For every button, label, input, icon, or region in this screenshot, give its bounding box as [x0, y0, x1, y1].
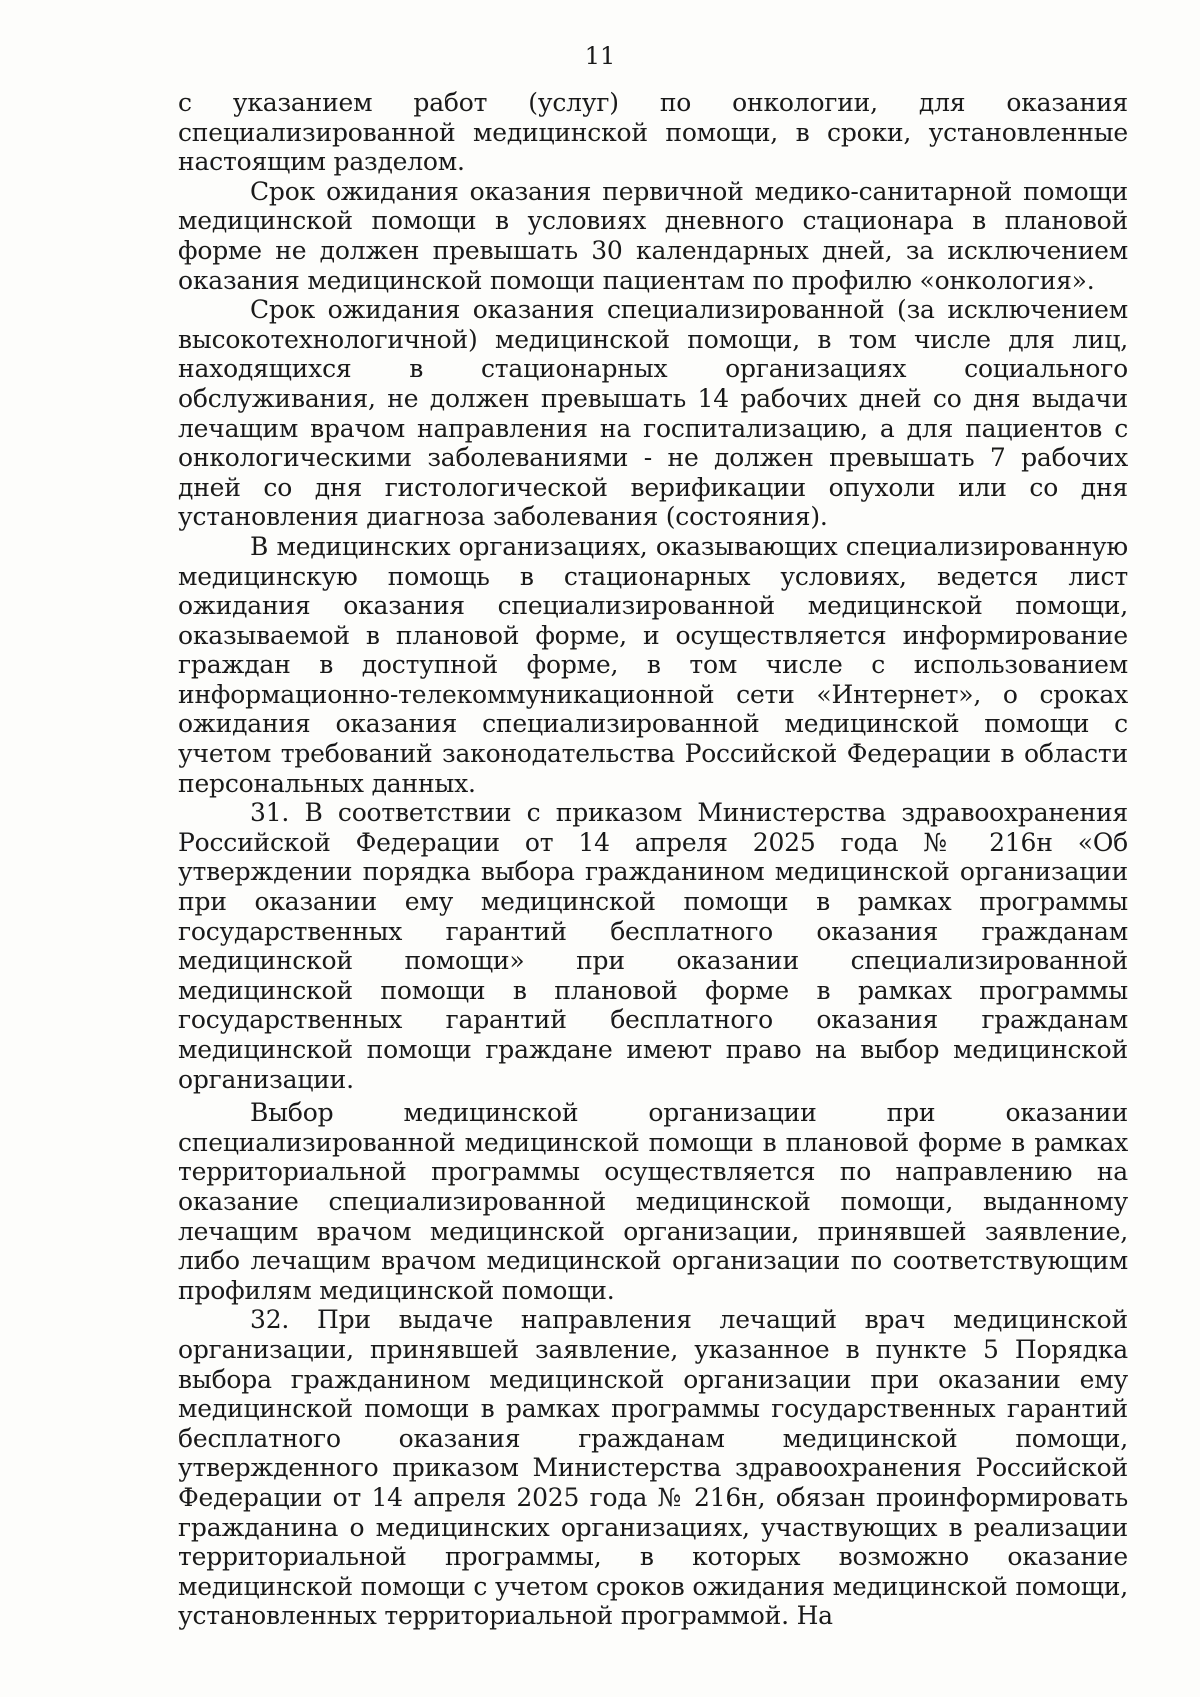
- paragraph-continuation: с указанием работ (услуг) по онкологии, для оказания специализированной медицинской помощи, в сроки, установленные настоящим разделом.: [178, 88, 1128, 177]
- paragraph-specialized-wait: Срок ожидания оказания специализированной (за исключением высокотехнологичной) медицинской помощи, в том числе для лиц, находящихся в стационарных организациях социального обслуживания, не должен превышать 14 рабочих дней со дня выдачи лечащим врачом направления на госпитализацию, а для пациентов с онкологическими заболеваниями - не должен превышать 7 рабочих дней со дня гистологической верификации опухоли или со дня установления диагноза заболевания (состояния).: [178, 295, 1128, 532]
- paragraph-item-32: 32. При выдаче направления лечащий врач медицинской организации, принявшей заявление, указанное в пункте 5 Порядка выбора гражданином медицинской организации при оказании ему медицинской помощи в рамках программы государственных гарантий бесплатного оказания гражданам медицинской помощи, утвержденного приказом Министерства здравоохранения Российской Федерации от 14 апреля 2025 года № 216н, обязан проинформировать гражданина о медицинских организациях, участвующих в реализации территориальной программы, в которых возможно оказание медицинской помощи с учетом сроков ожидания медицинской помощи, установленных территориальной программой. На: [178, 1305, 1128, 1631]
- paragraph-item-31: 31. В соответствии с приказом Министерства здравоохранения Российской Федерации от 14 апреля 2025 года № 216н «Об утверждении порядка выбора гражданином медицинской организации при оказании ему медицинской помощи в рамках программы государственных гарантий бесплатного оказания гражданам медицинской помощи» при оказании специализированной медицинской помощи в плановой форме в рамках программы государственных гарантий бесплатного оказания гражданам медицинской помощи граждане имеют право на выбор медицинской организации.: [178, 798, 1128, 1094]
- paragraph-waiting-list: В медицинских организациях, оказывающих специализированную медицинскую помощь в стационарных условиях, ведется лист ожидания оказания специализированной медицинской помощи, оказываемой в плановой форме, и осуществляется информирование граждан в доступной форме, в том числе с использованием информационно-телекоммуникационной сети «Интернет», о сроках ожидания оказания специализированной медицинской помощи с учетом требований законодательства Российской Федерации в области персональных данных.: [178, 531, 1128, 798]
- page-number: 11: [584, 42, 616, 70]
- document-body: [178, 88, 1128, 1631]
- paragraph-day-hospital-wait: Срок ожидания оказания первичной медико-санитарной помощи медицинской помощи в условиях дневного стационара в плановой форме не должен превышать 30 календарных дней, за исключением оказания медицинской помощи пациентам по профилю «онкология».: [178, 176, 1128, 295]
- paragraph-choice-of-organization: Выбор медицинской организации при оказании специализированной медицинской помощи в плановой форме в рамках территориальной программы осуществляется по направлению на оказание специализированной медицинской помощи, выданному лечащим врачом медицинской организации, принявшей заявление, либо лечащим врачом медицинской организации по соответствующим профилям медицинской помощи.: [178, 1098, 1128, 1305]
